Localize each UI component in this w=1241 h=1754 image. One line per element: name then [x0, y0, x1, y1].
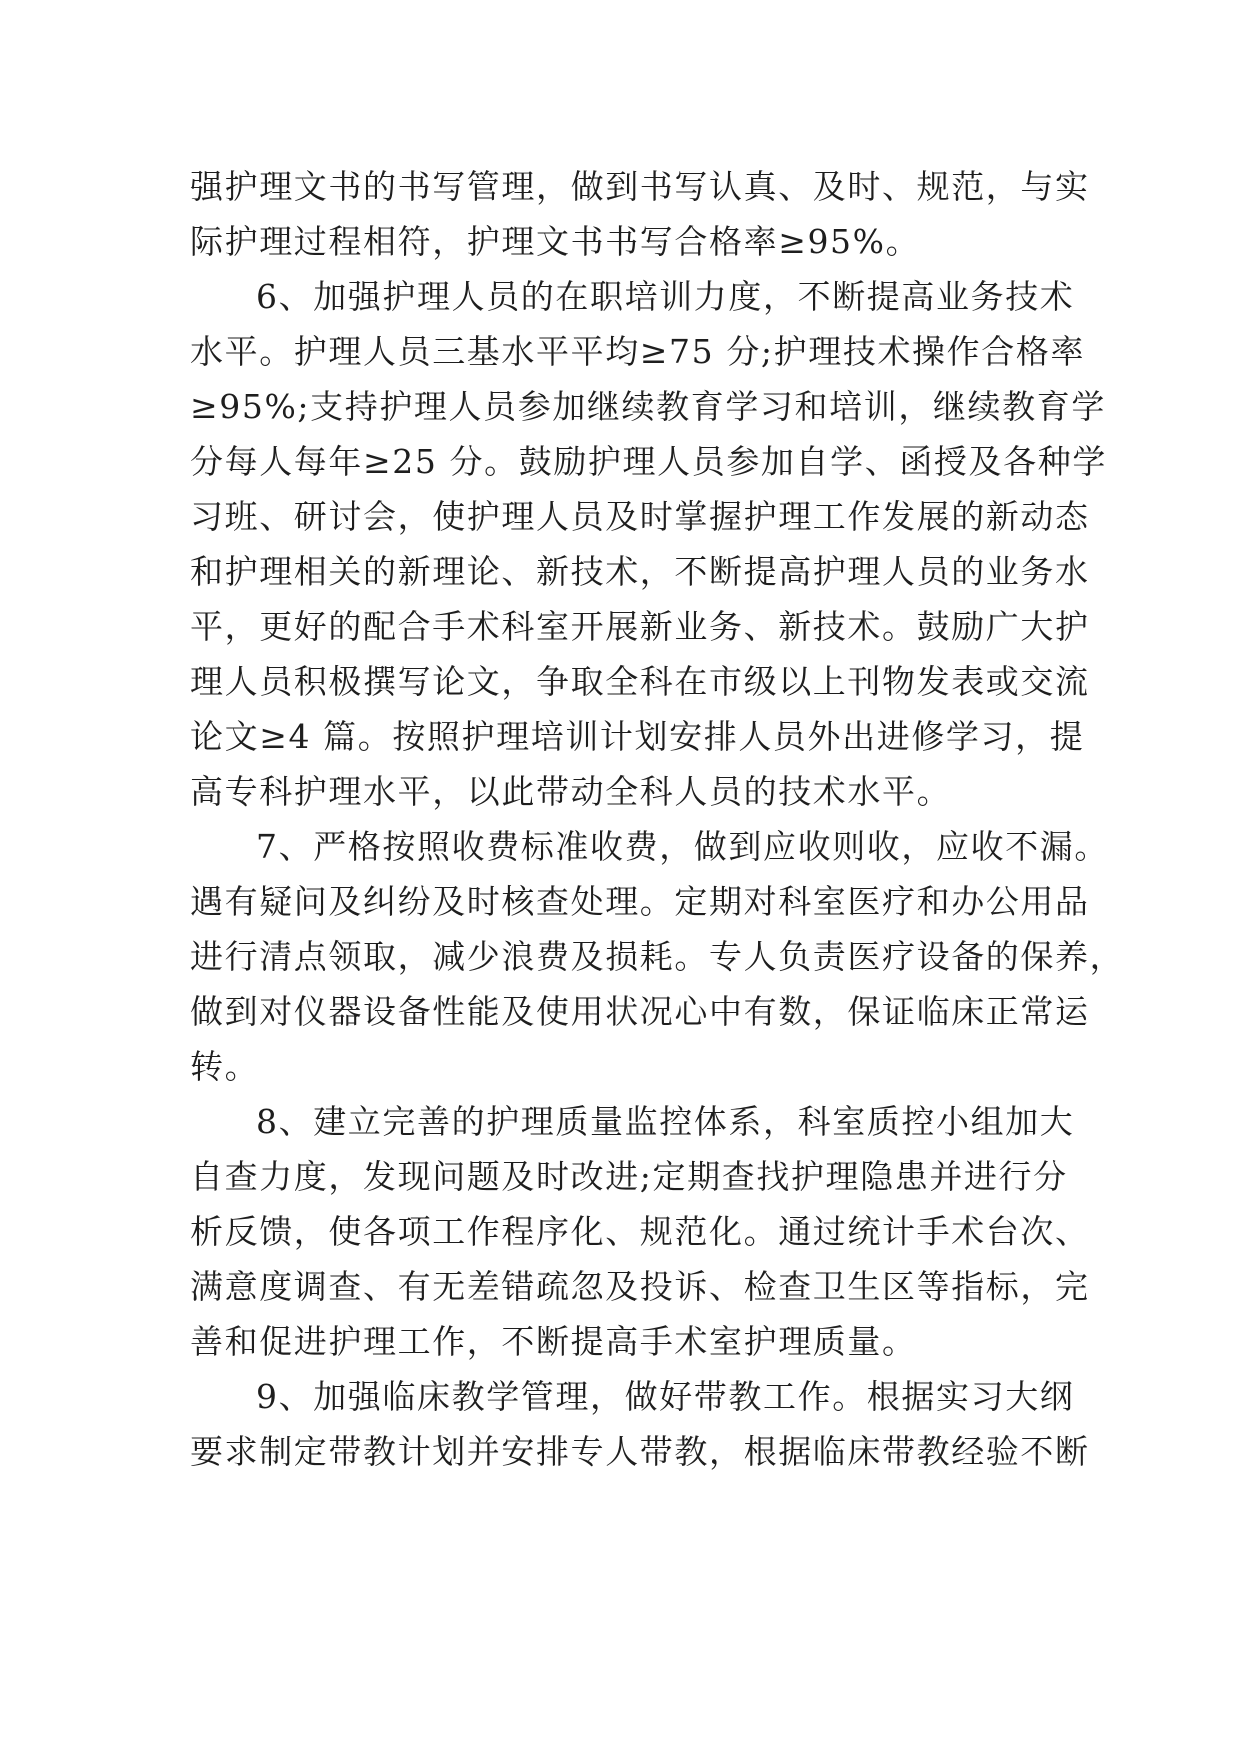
text-line: 做到对仪器设备性能及使用状况心中有数，保证临床正常运 — [190, 992, 1090, 1031]
text-line: 习班、研讨会，使护理人员及时掌握护理工作发展的新动态 — [190, 497, 1090, 536]
text-line: ≥95%;支持护理人员参加继续教育学习和培训，继续教育学 — [190, 387, 1106, 426]
text-line: 际护理过程相符，护理文书书写合格率≥95%。 — [190, 222, 921, 261]
paragraph-9-first-line: 9、加强临床教学管理，做好带教工作。根据实习大纲 — [256, 1377, 1075, 1416]
text-line: 和护理相关的新理论、新技术，不断提高护理人员的业务水 — [190, 552, 1090, 591]
text-line: 遇有疑问及纠纷及时核查处理。定期对科室医疗和办公用品 — [190, 882, 1090, 921]
text-line: 要求制定带教计划并安排专人带教，根据临床带教经验不断 — [190, 1432, 1090, 1471]
paragraph-8-first-line: 8、建立完善的护理质量监控体系，科室质控小组加大 — [256, 1102, 1075, 1141]
paragraph-6-first-line: 6、加强护理人员的在职培训力度，不断提高业务技术 — [256, 277, 1075, 316]
text-line: 满意度调查、有无差错疏忽及投诉、检查卫生区等指标，完 — [190, 1267, 1090, 1306]
text-line: 转。 — [190, 1047, 260, 1086]
text-line: 高专科护理水平，以此带动全科人员的技术水平。 — [190, 772, 952, 811]
text-line: 强护理文书的书写管理，做到书写认真、及时、规范，与实 — [190, 167, 1090, 206]
text-line: 析反馈，使各项工作程序化、规范化。通过统计手术台次、 — [190, 1212, 1090, 1251]
text-line: 善和促进护理工作，不断提高手术室护理质量。 — [190, 1322, 917, 1361]
text-line: 理人员积极撰写论文，争取全科在市级以上刊物发表或交流 — [190, 662, 1090, 701]
text-line: 自查力度，发现问题及时改进;定期查找护理隐患并进行分 — [190, 1157, 1068, 1196]
text-line: 论文≥4 篇。按照护理培训计划安排人员外出进修学习，提 — [190, 717, 1085, 756]
paragraph-7-first-line: 7、严格按照收费标准收费，做到应收则收，应收不漏。 — [256, 827, 1109, 866]
text-line: 平，更好的配合手术科室开展新业务、新技术。鼓励广大护 — [190, 607, 1090, 646]
text-line: 分每人每年≥25 分。鼓励护理人员参加自学、函授及各种学 — [190, 442, 1107, 481]
text-line: 进行清点领取，减少浪费及损耗。专人负责医疗设备的保养， — [190, 937, 1125, 976]
text-line: 水平。护理人员三基水平平均≥75 分;护理技术操作合格率 — [190, 332, 1086, 371]
